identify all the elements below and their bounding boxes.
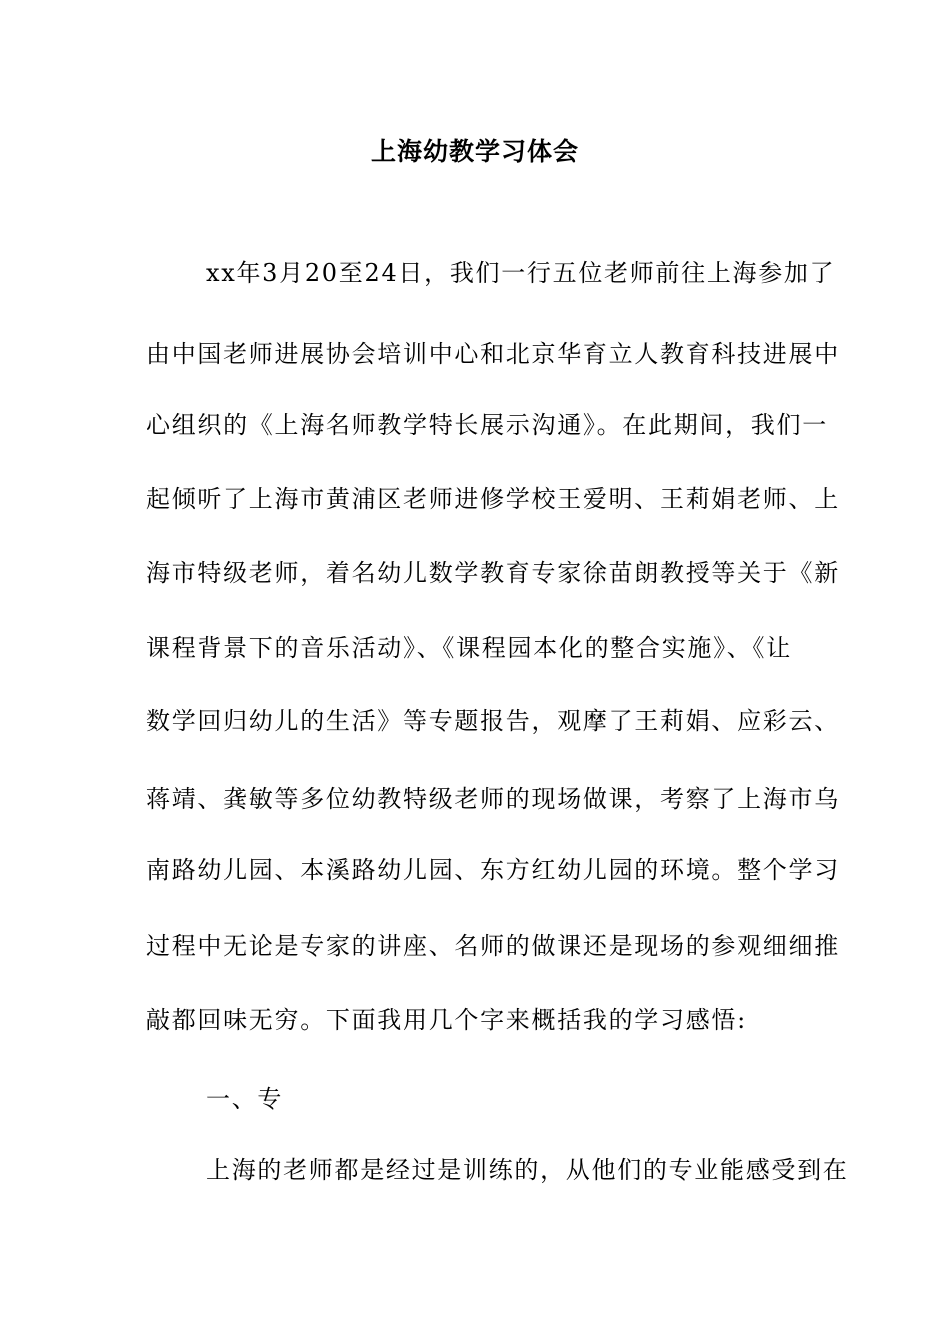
paragraph-line: 起倾听了上海市黄浦区老师进修学校王爱明、王莉娟老师、上	[146, 485, 840, 513]
section-heading: 一、专	[206, 1085, 284, 1113]
paragraph-line: xx年3月20至24日，我们一行五位老师前往上海参加了	[206, 259, 836, 287]
paragraph-line: 心组织的《上海名师教学特长展示沟通》。在此期间，我们一	[146, 411, 828, 439]
paragraph-line: 海市特级老师，着名幼儿数学教育专家徐苗朗教授等关于《新	[146, 559, 840, 587]
paragraph-line: 过程中无论是专家的讲座、名师的做课还是现场的参观细细推	[146, 932, 840, 960]
paragraph-line: 蒋靖、龚敏等多位幼教特级老师的现场做课，考察了上海市乌	[146, 785, 840, 813]
paragraph-line: 南路幼儿园、本溪路幼儿园、东方红幼儿园的环境。整个学习	[146, 856, 840, 884]
paragraph-line: 课程背景下的音乐活动》、《课程园本化的整合实施》、《让	[146, 634, 792, 662]
paragraph-line: 敲都回味无穷。下面我用几个字来概括我的学习感悟:	[146, 1006, 747, 1034]
paragraph-line: 数学回归幼儿的生活》等专题报告，观摩了王莉娟、应彩云、	[146, 707, 840, 735]
document-title: 上海幼教学习体会	[370, 137, 579, 166]
paragraph-line: 上海的老师都是经过是训练的，从他们的专业能感受到在	[206, 1156, 849, 1184]
paragraph-line: 由中国老师进展协会培训中心和北京华育立人教育科技进展中	[146, 340, 840, 368]
